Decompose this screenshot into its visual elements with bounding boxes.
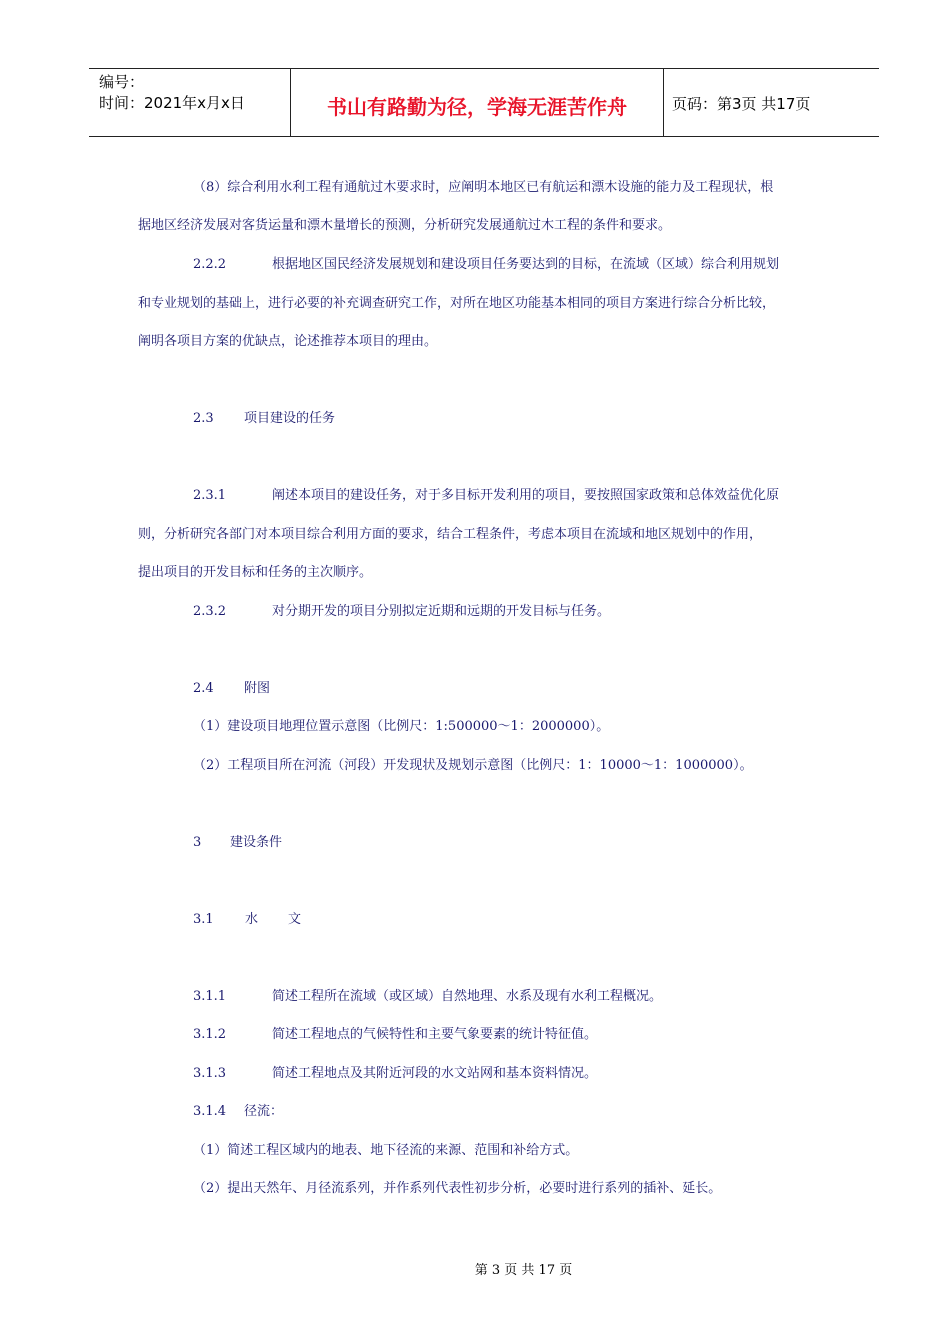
section-2-3-2-number: 2.3.2 [193,604,227,619]
section-2-3-number: 2.3 [193,411,214,426]
section-2-2-2-line-1: 根据地区国民经济发展规划和建设项目任务要达到的目标，在流域（区域）综合利用规划 [272,257,780,272]
section-3-1-number: 3.1 [193,912,214,927]
header-meta-cell [89,69,291,136]
section-2-3-1-line-3: 提出项目的开发目标和任务的主次顺序。 [138,565,373,580]
section-2-3-title: 项目建设的任务 [244,411,336,426]
section-2-4-number: 2.4 [193,681,214,696]
motto-text: 书山有路勤为径，学海无涯苦作舟 [327,95,627,119]
section-2-2-2-line-3: 阐明各项目方案的优缺点，论述推荐本项目的理由。 [138,334,438,349]
page-header [89,68,879,137]
paragraph-8-line-1: （8）综合利用水利工程有通航过木要求时，应阐明本地区已有航运和漂木设施的能力及工程现状，根 [193,180,774,195]
section-3-number: 3 [193,835,202,850]
figure-item-2: （2）工程项目所在河流（河段）开发现状及规划示意图（比例尺：1：10000～1：1000000）。 [193,758,753,773]
section-3-1-1-number: 3.1.1 [193,989,227,1004]
figure-item-1: （1）建设项目地理位置示意图（比例尺：1:500000～1：2000000）。 [193,719,610,734]
page-footer [0,1259,950,1278]
section-2-3-1-number: 2.3.1 [193,488,227,503]
section-2-4-title: 附图 [244,681,271,696]
section-3-title: 建设条件 [230,835,283,850]
section-2-2-2-number: 2.2.2 [193,257,227,272]
section-2-3-1-line-1: 阐述本项目的建设任务，对于多目标开发利用的项目，要按照国家政策和总体效益优化原 [272,488,780,503]
section-3-1-3-line-1: 简述工程地点及其附近河段的水文站网和基本资料情况。 [272,1066,598,1081]
header-motto-cell [291,69,664,136]
runoff-item-1: （1）简述工程区域内的地表、地下径流的来源、范围和补给方式。 [193,1143,579,1158]
section-2-3-2-line-1: 对分期开发的项目分别拟定近期和远期的开发目标与任务。 [272,604,611,619]
section-3-1-title-char-2: 文 [288,912,302,927]
section-2-2-2-line-2: 和专业规划的基础上，进行必要的补充调查研究工作，对所在地区功能基本相同的项目方案进行综合分析比较， [138,296,776,311]
time-label: 时间：2021年x月x日 [99,94,245,112]
section-3-1-4-number: 3.1.4 [193,1104,227,1119]
section-3-1-2-number: 3.1.2 [193,1027,227,1042]
section-3-1-2-line-1: 简述工程地点的气候特性和主要气象要素的统计特征值。 [272,1027,598,1042]
section-3-1-title-char-1: 水 [245,912,259,927]
section-3-1-1-line-1: 简述工程所在流域（或区域）自然地理、水系及现有水利工程概况。 [272,989,663,1004]
footer-page-number: 第 3 页 共 17 页 [474,1263,573,1278]
section-3-1-4-title: 径流： [244,1104,284,1119]
runoff-item-2: （2）提出天然年、月径流系列，并作系列代表性初步分析，必要时进行系列的插补、延长。 [193,1181,722,1196]
section-3-1-3-number: 3.1.3 [193,1066,227,1081]
header-page-cell [664,69,879,136]
number-label: 编号： [99,73,145,91]
paragraph-8-line-2: 据地区经济发展对客货运量和漂木量增长的预测，分析研究发展通航过木工程的条件和要求。 [138,218,672,233]
section-2-3-1-line-2: 则，分析研究各部门对本项目综合利用方面的要求，结合工程条件，考虑本项目在流域和地区规划中的作用， [138,527,763,542]
page-info: 页码：第3页 共17页 [672,95,811,113]
